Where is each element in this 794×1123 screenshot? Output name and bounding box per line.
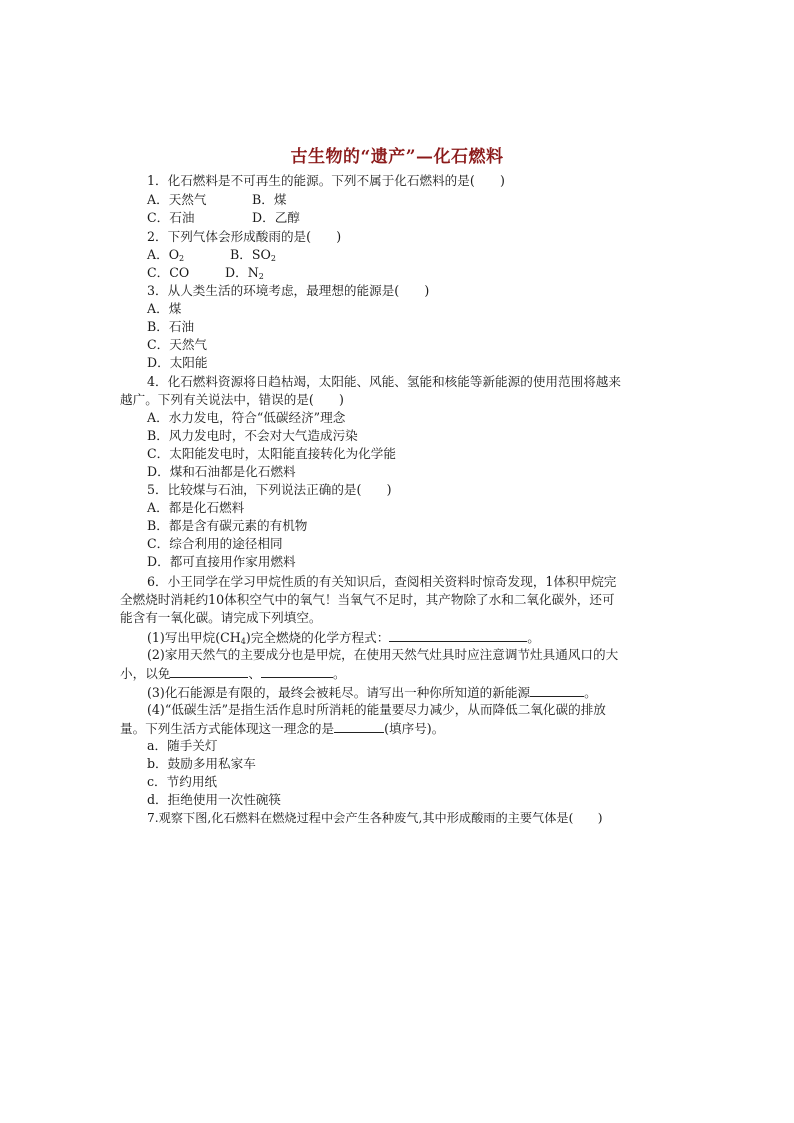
q4-option-d: D．煤和石油都是化石燃料 — [147, 464, 296, 479]
question-5-stem: 5．比较煤与石油，下列说法正确的是( ) — [147, 482, 392, 497]
q6-option-d: d．拒绝使用一次性碗筷 — [147, 792, 281, 807]
q1-option-c: C．石油 — [147, 210, 195, 225]
question-1-stem: 1．化石燃料是不可再生的能源。下列不属于化石燃料的是( ) — [147, 173, 505, 188]
q5-option-b: B．都是含有碳元素的有机物 — [147, 518, 308, 533]
question-6-line3: 能含有一氧化碳。请完成下列填空。 — [120, 610, 322, 625]
q3-option-d: D．太阳能 — [147, 355, 208, 370]
q4-option-c: C．太阳能发电时，太阳能直接转化为化学能 — [147, 446, 396, 461]
q2-option-d: D．$N_2$ — [225, 265, 264, 281]
q3-option-a: A．煤 — [147, 301, 182, 316]
q6-part-3: (3)化石能源是有限的，最终会被耗尽。请写出一种你所知道的新能源 。 — [147, 685, 597, 700]
question-6-line2: 全燃烧时消耗约10体积空气中的氧气！当氧气不足时，其产物除了水和二氧化碳外，还可 — [120, 592, 615, 607]
question-7-stem: 7.观察下图,化石燃料在燃烧过程中会产生各种废气,其中形成酸雨的主要气体是( ) — [147, 811, 603, 825]
question-2-stem: 2．下列气体会形成酸雨的是( ) — [147, 229, 342, 244]
q2-option-b: B．$SO_2$ — [230, 247, 276, 263]
q1-option-b: B．煤 — [252, 192, 287, 207]
q6-part-4-line1: (4)“低碳生活”是指生活作息时所消耗的能量要尽力减少，从而降低二氧化碳的排放 — [147, 702, 606, 717]
q6-part-2-answer-blank-2[interactable] — [261, 664, 333, 678]
q6-part-1-answer-blank[interactable] — [389, 628, 527, 642]
page-title: 古生物的“遗产”—化石燃料 — [290, 147, 504, 167]
question-4-stem-line2: 越广。下列有关说法中，错误的是( ) — [120, 392, 344, 407]
q6-option-c: c．节约用纸 — [147, 774, 218, 789]
q6-option-b: b．鼓励多用私家车 — [147, 756, 256, 771]
q4-option-b: B．风力发电时，不会对大气造成污染 — [147, 428, 358, 443]
q6-part-2-answer-blank-1[interactable] — [170, 664, 248, 678]
q6-part-2-line1: (2)家用天然气的主要成分也是甲烷，在使用天然气灶具时应注意调节灶具通风口的大 — [147, 647, 619, 662]
q3-option-b: B．石油 — [147, 319, 195, 334]
q6-part-4-line2: 量。下列生活方式能体现这一理念的是 (填序号)。 — [120, 721, 445, 736]
q6-part-3-answer-blank[interactable] — [530, 683, 584, 697]
q6-option-a: a．随手关灯 — [147, 738, 218, 753]
q1-option-a: A．天然气 — [147, 192, 207, 207]
question-4-stem-line1: 4．化石燃料资源将日趋枯竭，太阳能、风能、氢能和核能等新能源的使用范围将越来 — [147, 374, 621, 389]
q5-option-c: C．综合利用的途径相同 — [147, 536, 283, 551]
q4-option-a: A．水力发电，符合“低碳经济”理念 — [147, 410, 346, 425]
q6-part-4-answer-blank[interactable] — [334, 719, 384, 733]
q5-option-d: D．都可直接用作家用燃料 — [147, 554, 296, 569]
q1-option-d: D．乙醇 — [252, 210, 300, 225]
q5-option-a: A．都是化石燃料 — [147, 500, 245, 515]
q6-part-2-line2: 小，以免 、 。 — [120, 666, 346, 681]
q2-option-a: A．$O_2$ — [147, 247, 185, 263]
q2-option-c: C．CO — [147, 265, 190, 280]
q3-option-c: C．天然气 — [147, 337, 208, 352]
question-6-line1: 6．小王同学在学习甲烷性质的有关知识后，查阅相关资料时惊奇发现，1体积甲烷完 — [147, 574, 617, 589]
question-3-stem: 3．从人类生活的环境考虑，最理想的能源是( ) — [147, 283, 430, 298]
q6-part-1: (1)写出甲烷$(CH_4)$完全燃烧的化学方程式： 。 — [147, 630, 540, 646]
